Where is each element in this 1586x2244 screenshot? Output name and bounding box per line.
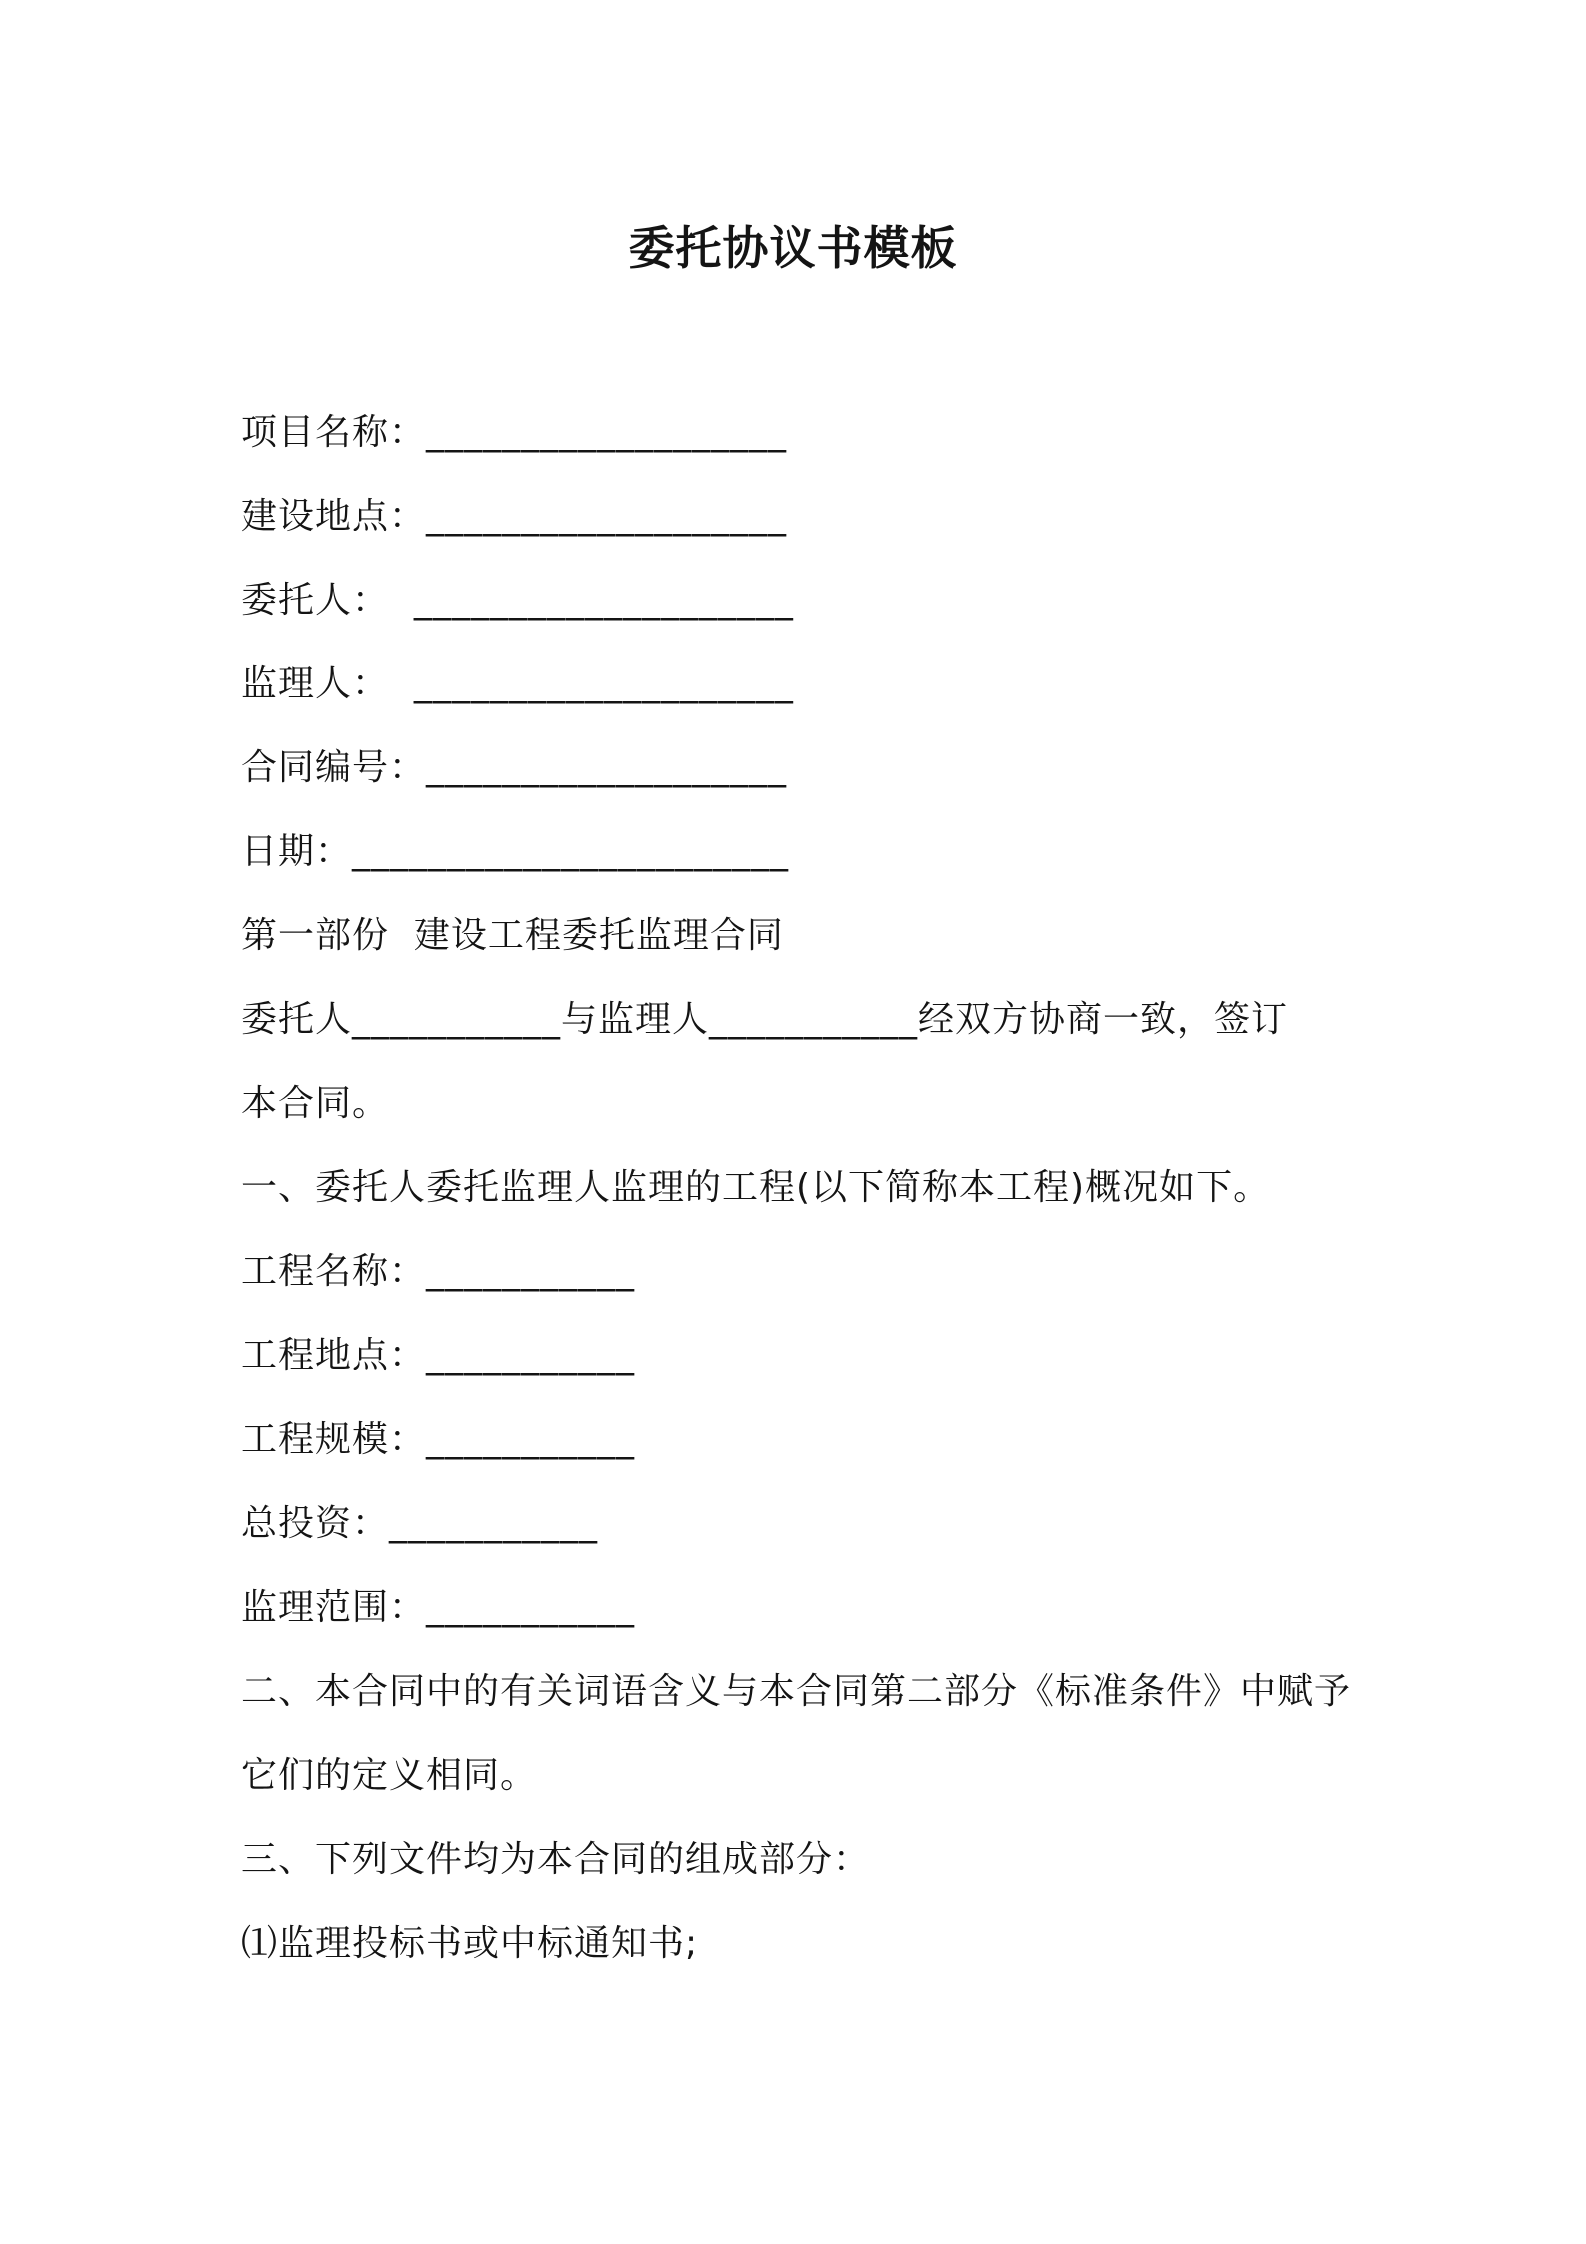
list-item: ⑴监理投标书或中标通知书; xyxy=(241,1923,699,1964)
field-total-investment: 总投资：___________ xyxy=(241,1503,599,1544)
field-supervision-scope: 监理范围：___________ xyxy=(241,1587,636,1628)
section-part-one-heading: 第一部份 建设工程委托监理合同 xyxy=(241,915,784,956)
clause-two: 二、本合同中的有关词语含义与本合同第二部分《标准条件》中赋予 xyxy=(241,1671,1352,1712)
paragraph-line: 委托人___________与监理人___________经双方协商一致，签订 xyxy=(241,999,1289,1040)
field-project-name: 项目名称：___________________ xyxy=(241,412,788,453)
field-client: 委托人： ____________________ xyxy=(241,580,794,621)
field-contract-number: 合同编号：___________________ xyxy=(241,747,788,788)
field-date: 日期：_______________________ xyxy=(241,831,790,872)
clause-one: 一、委托人委托监理人监理的工程(以下简称本工程)概况如下。 xyxy=(241,1167,1271,1208)
field-project-title: 工程名称：___________ xyxy=(241,1251,636,1292)
field-project-location: 工程地点：___________ xyxy=(241,1335,636,1376)
clause-three: 三、下列文件均为本合同的组成部分： xyxy=(241,1839,871,1880)
paragraph-line: 本合同。 xyxy=(241,1083,390,1124)
field-project-scale: 工程规模：___________ xyxy=(241,1419,636,1460)
field-construction-site: 建设地点：___________________ xyxy=(241,496,788,537)
clause-two-continued: 它们的定义相同。 xyxy=(241,1755,538,1796)
field-supervisor: 监理人： ____________________ xyxy=(241,663,794,704)
document-title: 委托协议书模板 xyxy=(628,221,958,275)
